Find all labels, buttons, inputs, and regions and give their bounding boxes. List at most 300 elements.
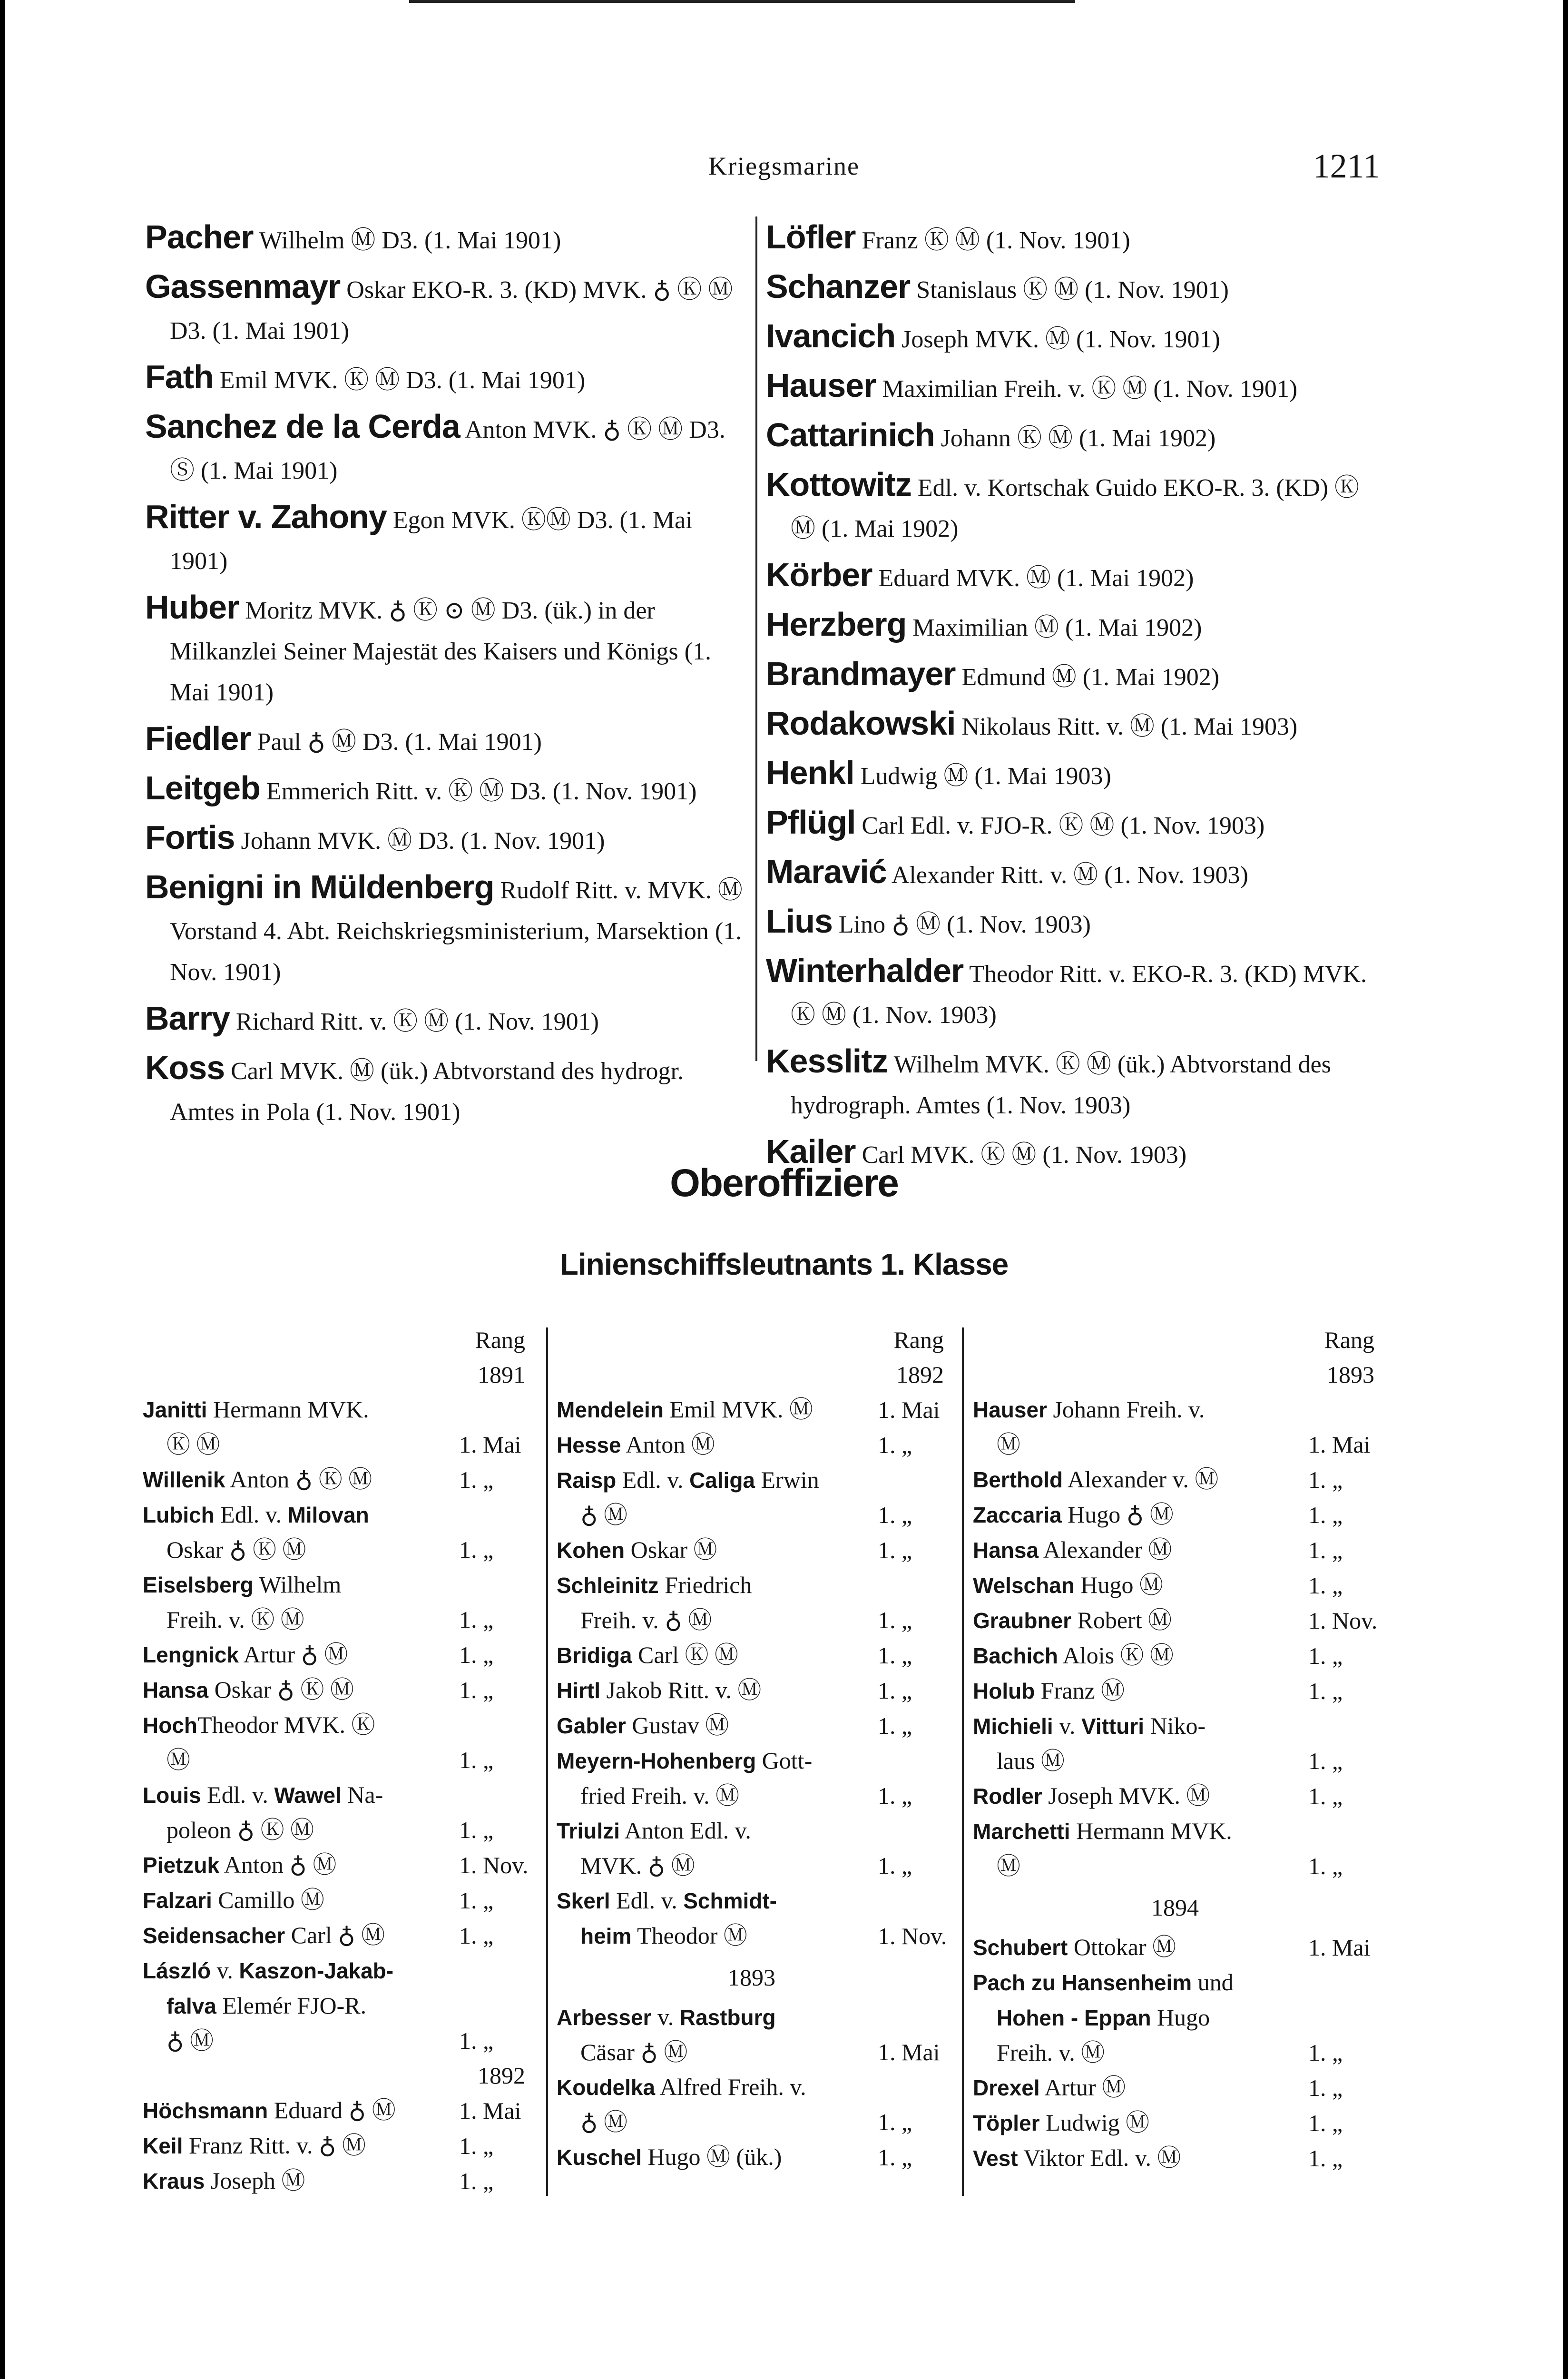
entry-text: Paul ♁ Ⓜ D3. (1. Mai 1901) [251, 728, 542, 756]
rank-year: 1893 [728, 1964, 775, 1991]
officer-details-cont-2: Freih. v. Ⓜ [997, 2039, 1105, 2066]
list-item [145, 718, 749, 763]
officer-details: Camillo Ⓜ [212, 1887, 324, 1913]
table-row [973, 1709, 1377, 1779]
table-row [143, 1953, 528, 2058]
entry-text: Maximilian Freih. v. Ⓚ Ⓜ (1. Nov. 1901) [876, 375, 1298, 403]
officer-surname: Marchetti [973, 1819, 1070, 1844]
rank-date: 1. Nov. [459, 1852, 529, 1878]
entry-text: Joseph MVK. Ⓜ (1. Nov. 1901) [895, 326, 1220, 353]
entry-text: Carl Edl. v. FJO-R. Ⓚ Ⓜ (1. Nov. 1903) [855, 812, 1265, 839]
officer-details-cont [557, 1918, 878, 1954]
entry-text: Carl MVK. Ⓜ (ük.) Abtvorstand des hydrogr. Amtes in Pola (1. Nov. 1901) [170, 1058, 684, 1126]
rank-date: 1. Nov. [878, 1923, 947, 1949]
officer-details: Edl. v. [214, 1501, 288, 1528]
list-item [766, 653, 1384, 698]
officer-details: v. [1053, 1712, 1081, 1739]
officer-surname: Berthold [973, 1467, 1063, 1492]
officer-details-cont [973, 2000, 1308, 2035]
rank-date: 1. „ [1308, 2039, 1343, 2066]
officer-details: Wilhelm [253, 1571, 342, 1598]
table-row [143, 2128, 528, 2163]
rank-date: 1. „ [459, 2027, 494, 2054]
officer-details: Alois Ⓚ Ⓜ [1058, 1642, 1174, 1669]
officer-details: Hugo ♁ Ⓜ [1061, 1501, 1174, 1528]
rank-date: 1. „ [459, 1922, 494, 1949]
officer-surname: Welschan [973, 1573, 1075, 1598]
entry-name: Maravić [766, 853, 887, 890]
officer-details: Joseph Ⓜ [205, 2167, 305, 2194]
list-item [766, 414, 1384, 459]
officer-details-2: Na- [341, 1781, 383, 1808]
officer-surname: Vest [973, 2146, 1018, 2171]
list-item [145, 266, 749, 352]
entry-text: Anton MVK. ♁ Ⓚ Ⓜ D3. Ⓢ (1. Mai 1901) [170, 416, 725, 484]
list-item [145, 216, 749, 261]
entry-name: Sanchez de la Cerda [145, 408, 460, 445]
officer-details: Edl. v. [616, 1466, 689, 1493]
entry-name: Huber [145, 589, 239, 626]
list-item [145, 1047, 749, 1133]
officer-details: Friedrich [658, 1572, 752, 1598]
table-row [557, 2140, 947, 2175]
rank-date: 1. Mai [459, 2097, 521, 2124]
table-row [557, 1813, 947, 1883]
entry-name: Kailer [766, 1133, 856, 1170]
rank-date: 1. „ [878, 1537, 912, 1563]
officer-details-cont-2: ♁ Ⓜ [167, 2027, 214, 2054]
page-number: 1211 [1313, 147, 1380, 185]
list-item [145, 587, 749, 713]
section-title: Oberoffiziere [670, 1161, 898, 1205]
officer-surname: Mendelein [557, 1397, 664, 1422]
officer-details-cont [143, 1988, 459, 2024]
officer-details-cont: Freih. v. Ⓚ Ⓜ [167, 1606, 304, 1633]
officer-surname-2: Hohen - Eppan [997, 2005, 1151, 2030]
rank-date: 1. „ [878, 1432, 912, 1458]
entry-text: Emil MVK. Ⓚ Ⓜ D3. (1. Mai 1901) [213, 367, 586, 394]
officer-details-cont: Freih. v. ♁ Ⓜ [580, 1607, 712, 1633]
top-edge-mark [409, 0, 1075, 3]
list-item [766, 266, 1384, 311]
entry-name: Gassenmayr [145, 268, 341, 305]
officer-details-2: Hugo [1151, 2004, 1210, 2031]
rank-date: 1. „ [878, 1677, 912, 1704]
entry-name: Pflügl [766, 804, 856, 841]
officer-surname: Töpler [973, 2111, 1040, 2135]
officer-details: Robert Ⓜ [1071, 1607, 1172, 1633]
entry-name: Cattarinich [766, 416, 935, 453]
table-row [557, 1568, 947, 1638]
entry-name: Ritter v. Zahony [145, 498, 387, 535]
officer-details: Oskar Ⓜ [625, 1536, 717, 1563]
rank-date: 1. „ [459, 2168, 494, 2194]
entry-text: Ludwig Ⓜ (1. Mai 1903) [854, 763, 1111, 790]
running-head: Kriegsmarine [708, 152, 860, 180]
table-row [143, 1708, 528, 1778]
table-row [973, 1533, 1377, 1568]
rank-year: 1892 [896, 1361, 944, 1388]
rank-date: 1. „ [1308, 1572, 1343, 1599]
entry-name: Körber [766, 556, 872, 593]
column-divider [546, 1327, 548, 2196]
table-row [973, 2105, 1377, 2141]
entry-name: Lius [766, 903, 833, 940]
entry-text: Maximilian Ⓜ (1. Mai 1902) [906, 614, 1202, 641]
rank-date: 1. „ [459, 1642, 494, 1668]
officer-surname: Schubert [973, 1935, 1068, 1960]
officer-details: Hermann MVK. [207, 1396, 369, 1423]
officer-surname: Falzari [143, 1888, 212, 1913]
officer-details: Edl. v. [201, 1781, 274, 1808]
officer-details-cont: MVK. ♁ Ⓜ [580, 1852, 695, 1879]
table-row [557, 1708, 947, 1743]
officer-surname: Kraus [143, 2169, 205, 2193]
officer-details: Franz Ritt. v. ♁ Ⓜ [183, 2132, 366, 2159]
table-row [143, 1778, 528, 1848]
rank-date: 1. „ [1308, 2145, 1343, 2172]
list-item [766, 752, 1384, 797]
officer-surname: Eiselsberg [143, 1573, 254, 1597]
rank-date: 1. „ [878, 1782, 912, 1809]
entry-text: Richard Ritt. v. Ⓚ Ⓜ (1. Nov. 1901) [229, 1008, 599, 1035]
officer-surname: Arbesser [557, 2005, 652, 2030]
rank-date: 1. „ [878, 1642, 912, 1669]
entry-text: Moritz MVK. ♁ Ⓚ ⊙ Ⓜ D3. (ük.) in der Milkanzlei Seiner Majestät des Kaisers und Königs (1. Mai 1901) [170, 597, 711, 706]
roster-column-3 [973, 1323, 1377, 2176]
table-row [143, 1497, 528, 1567]
entry-name: Winterhalder [766, 952, 964, 989]
entry-text: Wilhelm Ⓜ D3. (1. Mai 1901) [253, 227, 561, 254]
list-item [766, 604, 1384, 649]
table-row [143, 1637, 528, 1672]
officer-details: Anton Edl. v. [619, 1817, 751, 1844]
rank-date: 1. „ [459, 2133, 494, 2159]
entry-text: Wilhelm MVK. Ⓚ Ⓜ (ük.) Abtvorstand des hydrograph. Amtes (1. Nov. 1903) [791, 1051, 1331, 1119]
rank-date: 1. „ [878, 2144, 912, 2171]
officer-details-cont: Ⓜ [997, 1853, 1020, 1879]
officer-surname-2: Wawel [274, 1783, 342, 1808]
officer-surname: Seidensacher [143, 1923, 285, 1948]
table-row [557, 1638, 947, 1673]
entry-name: Pacher [145, 218, 254, 256]
officer-details: Hugo Ⓜ [1074, 1572, 1164, 1598]
column-divider [755, 216, 757, 1061]
officer-details-cont: ♁ Ⓜ [580, 1502, 628, 1528]
officer-details: Anton ♁ Ⓜ [219, 1851, 337, 1878]
rank-date: 1. Mai [878, 1396, 940, 1423]
officer-surname: Schleinitz [557, 1573, 659, 1598]
officer-details: Emil MVK. Ⓜ [663, 1396, 813, 1423]
table-row [973, 2070, 1377, 2105]
entry-name: Schanzer [766, 268, 911, 305]
officer-details-cont: Ⓚ Ⓜ [167, 1431, 220, 1458]
rank-date: 1. „ [1308, 1678, 1343, 1704]
entry-name: Fortis [145, 819, 235, 856]
officer-details: Alfred Freih. v. [655, 2074, 806, 2100]
officer-surname-3: heim [580, 1924, 632, 1948]
officer-details: Theodor MVK. Ⓚ [197, 1711, 375, 1738]
officer-surname-2: Rastburg [679, 2005, 776, 2030]
officer-surname: Hesse [557, 1433, 621, 1457]
entry-name: Rodakowski [766, 705, 956, 742]
entry-text: Johann MVK. Ⓜ D3. (1. Nov. 1901) [235, 827, 605, 855]
rank-date: 1. „ [459, 1677, 494, 1703]
list-item [145, 767, 749, 812]
rank-date: 1. „ [878, 1712, 912, 1739]
table-row [973, 1814, 1377, 1884]
rank-date: 1. „ [459, 1887, 494, 1914]
table-row [973, 2141, 1377, 2176]
list-item [145, 356, 749, 401]
officer-surname: Lengnick [143, 1642, 239, 1667]
entry-text: Franz Ⓚ Ⓜ (1. Nov. 1901) [855, 227, 1130, 254]
table-row [973, 1638, 1377, 1673]
entry-text: Emmerich Ritt. v. Ⓚ Ⓜ D3. (1. Nov. 1901) [260, 778, 697, 805]
rank-year: 1893 [1327, 1361, 1374, 1388]
officer-details: Edl. v. [610, 1887, 684, 1914]
list-item [145, 496, 749, 582]
officer-details-cont: Cäsar ♁ Ⓜ [580, 2039, 688, 2065]
left-entry-column [145, 216, 749, 1138]
table-row [973, 1603, 1377, 1638]
officer-surname: Pach zu Hansenheim [973, 1970, 1192, 1995]
officer-details: Alexander v. Ⓜ [1063, 1466, 1219, 1493]
table-row [143, 2163, 528, 2199]
table-row [143, 1462, 528, 1497]
officer-surname: Hansa [143, 1678, 209, 1702]
table-row [143, 1672, 528, 1708]
list-item [145, 998, 749, 1042]
entry-name: Löfler [766, 218, 856, 256]
rang-header: Rang [475, 1327, 525, 1353]
entry-name: Ivancich [766, 317, 896, 354]
officer-surname: Rodler [973, 1784, 1042, 1809]
entry-text: Edl. v. Kortschak Guido EKO-R. 3. (KD) Ⓚ Ⓜ (1. Mai 1902) [791, 474, 1360, 542]
entry-text: Stanislaus Ⓚ Ⓜ (1. Nov. 1901) [910, 276, 1229, 304]
officer-surname-2: Kaszon-Jakab- [239, 1958, 394, 1983]
rank-date: 1. „ [1308, 1783, 1343, 1809]
officer-details: Artur ♁ Ⓜ [238, 1641, 348, 1668]
list-item [145, 406, 749, 492]
entry-name: Kesslitz [766, 1042, 888, 1080]
table-row [973, 1673, 1377, 1709]
officer-surname-2: Schmidt- [683, 1888, 777, 1913]
list-item [766, 950, 1384, 1036]
rank-date: 1. „ [1308, 1853, 1343, 1879]
table-row [973, 1930, 1377, 1965]
rank-date: 1. „ [459, 1817, 494, 1843]
rang-header: Rang [893, 1327, 944, 1353]
officer-surname: Lubich [143, 1503, 215, 1527]
officer-details: Gustav Ⓜ [626, 1712, 729, 1739]
officer-surname: Triulzi [557, 1819, 620, 1843]
entry-name: Hauser [766, 367, 876, 404]
entry-name: Herzberg [766, 606, 907, 643]
entry-name: Kottowitz [766, 466, 911, 503]
officer-details: Anton ♁ Ⓚ Ⓜ [225, 1466, 372, 1493]
officer-details: Jakob Ritt. v. Ⓜ [600, 1677, 762, 1703]
table-row [557, 2000, 947, 2070]
officer-surname: Hansa [973, 1538, 1039, 1563]
officer-surname: Drexel [973, 2075, 1040, 2100]
rank-date: 1. „ [1308, 2110, 1343, 2136]
officer-details: Carl ♁ Ⓜ [285, 1922, 385, 1948]
officer-surname: Louis [143, 1783, 201, 1808]
officer-surname: Zaccaria [973, 1503, 1062, 1527]
list-item [766, 464, 1384, 550]
right-entry-column [766, 216, 1384, 1180]
list-item [766, 802, 1384, 846]
table-row [143, 1918, 528, 1953]
officer-details-cont: Oskar ♁ Ⓚ Ⓜ [167, 1536, 306, 1563]
officer-surname: Bridiga [557, 1643, 632, 1668]
table-row [557, 1427, 947, 1463]
table-row [973, 1462, 1377, 1497]
rank-year: 1892 [478, 2062, 525, 2089]
officer-details-3: Elemér FJO-R. [216, 1992, 367, 2019]
rank-date: 1. Mai [459, 1431, 521, 1458]
officer-details-cont: fried Freih. v. Ⓜ [580, 1782, 740, 1809]
entry-name: Fiedler [145, 720, 251, 757]
officer-surname-2: Caliga [689, 1468, 755, 1493]
officer-surname: Kohen [557, 1538, 625, 1563]
table-row [143, 2093, 528, 2128]
entry-text: Edmund Ⓜ (1. Mai 1902) [955, 664, 1220, 691]
officer-surname: Raisp [557, 1468, 617, 1493]
officer-details-2: Niko- [1144, 1712, 1206, 1739]
officer-details-cont: ♁ Ⓜ [580, 2109, 628, 2135]
officer-details-3: Theodor Ⓜ [631, 1922, 747, 1949]
table-row [557, 1743, 947, 1813]
officer-details: Joseph MVK. Ⓜ [1042, 1782, 1210, 1809]
officer-details: und [1192, 1969, 1234, 1996]
column-divider [962, 1327, 964, 2196]
officer-surname: Pietzuk [143, 1853, 220, 1878]
entry-name: Barry [145, 1000, 230, 1037]
officer-details: Ludwig Ⓜ [1039, 2109, 1150, 2136]
rank-date: 1. „ [1308, 1502, 1343, 1528]
rank-date: 1. Mai [1308, 1431, 1371, 1458]
entry-name: Brandmayer [766, 655, 956, 692]
rank-date: 1. Mai [878, 2039, 940, 2065]
officer-details: Hugo Ⓜ (ük.) [641, 2143, 782, 2170]
officer-details: Johann Freih. v. [1047, 1396, 1205, 1423]
list-item [145, 817, 749, 862]
rang-header: Rang [1324, 1327, 1374, 1353]
subsection-title: Linienschiffsleutnants 1. Klasse [559, 1247, 1009, 1281]
table-row [557, 2070, 947, 2140]
officer-details-2: Erwin [755, 1466, 819, 1493]
rank-date: 1. „ [1308, 1537, 1343, 1563]
table-row [557, 1673, 947, 1708]
rank-date: 1. „ [1308, 2074, 1343, 2101]
officer-surname: Koudelka [557, 2075, 656, 2100]
entry-text: Theodor Ritt. v. EKO-R. 3. (KD) MVK. Ⓚ Ⓜ (1. Nov. 1903) [791, 961, 1367, 1029]
officer-surname: Höchsmann [143, 2098, 268, 2123]
officer-surname: Hirtl [557, 1678, 600, 1703]
entry-text: Rudolf Ritt. v. MVK. Ⓜ Vorstand 4. Abt. Reichskriegsministerium, Marsektion (1. Nov. 1901) [170, 877, 743, 986]
officer-surname: Gabler [557, 1713, 626, 1738]
list-item [766, 554, 1384, 599]
entry-text: Egon MVK. ⓀⓂ D3. (1. Mai 1901) [170, 507, 693, 575]
list-item [766, 365, 1384, 410]
officer-details: Eduard ♁ Ⓜ [268, 2097, 396, 2123]
entry-text: Alexander Ritt. v. Ⓜ (1. Nov. 1903) [886, 862, 1248, 889]
rank-date: 1. „ [878, 1852, 912, 1879]
table-row [143, 1567, 528, 1637]
table-row [143, 1392, 528, 1462]
table-row [973, 1497, 1377, 1533]
officer-details: Carl Ⓚ Ⓜ [632, 1642, 739, 1668]
rank-date: 1. „ [1308, 1466, 1343, 1493]
officer-surname: Meyern-Hohenberg [557, 1749, 756, 1773]
list-item [766, 901, 1384, 945]
list-item [766, 315, 1384, 360]
entry-text: Nikolaus Ritt. v. Ⓜ (1. Mai 1903) [955, 713, 1298, 740]
table-row [143, 1883, 528, 1918]
officer-details-cont: Ⓜ [997, 1431, 1020, 1458]
officer-details: Hermann MVK. [1070, 1818, 1232, 1844]
officer-surname: Skerl [557, 1888, 610, 1913]
officer-surname: Holub [973, 1679, 1035, 1703]
officer-details: Gott- [756, 1747, 813, 1774]
officer-details: v. [651, 2004, 680, 2030]
rank-year: 1891 [478, 1361, 525, 1388]
list-item [145, 866, 749, 993]
list-item [766, 703, 1384, 747]
entry-name: Leitgeb [145, 769, 260, 806]
entry-name: Koss [145, 1049, 225, 1086]
list-item [766, 851, 1384, 896]
rank-date: 1. Mai [1308, 1934, 1371, 1961]
officer-details: Ottokar Ⓜ [1068, 1934, 1176, 1960]
entry-name: Henkl [766, 754, 854, 791]
officer-surname-2: Vitturi [1081, 1714, 1145, 1739]
officer-surname: Graubner [973, 1608, 1072, 1633]
officer-surname-3: falva [167, 1994, 216, 2018]
table-row [973, 1568, 1377, 1603]
entry-name: Fath [145, 358, 214, 395]
rank-date: 1. „ [459, 1536, 494, 1563]
officer-details: v. [211, 1957, 239, 1984]
roster-column-1 [143, 1323, 528, 2199]
officer-details-cont: Ⓜ [167, 1747, 190, 1773]
officer-details: Oskar ♁ Ⓚ Ⓜ [208, 1676, 354, 1703]
officer-surname: Willenik [143, 1467, 225, 1492]
officer-details-cont: poleon ♁ Ⓚ Ⓜ [167, 1817, 314, 1843]
officer-details: Anton Ⓜ [621, 1431, 715, 1458]
table-row [973, 1965, 1377, 2070]
rank-date: 1. „ [459, 1466, 494, 1493]
rank-date: 1. „ [1308, 1748, 1343, 1774]
officer-surname: Hoch [143, 1713, 197, 1738]
table-row [557, 1883, 947, 1954]
officer-surname: Bachich [973, 1643, 1058, 1668]
entry-name: Benigni in Müldenberg [145, 868, 494, 905]
rank-date: 1. „ [878, 2109, 912, 2135]
rank-year: 1894 [1151, 1894, 1199, 1921]
table-row [557, 1392, 947, 1427]
officer-details: Alexander Ⓜ [1039, 1536, 1172, 1563]
officer-surname: Janitti [143, 1397, 207, 1422]
entry-text: Johann Ⓚ Ⓜ (1. Mai 1902) [934, 425, 1216, 452]
rank-date: 1. Nov. [1308, 1607, 1378, 1634]
table-row [143, 1848, 528, 1883]
rank-date: 1. „ [878, 1607, 912, 1633]
rank-date: 1. „ [878, 1502, 912, 1528]
officer-surname: Hauser [973, 1397, 1047, 1422]
